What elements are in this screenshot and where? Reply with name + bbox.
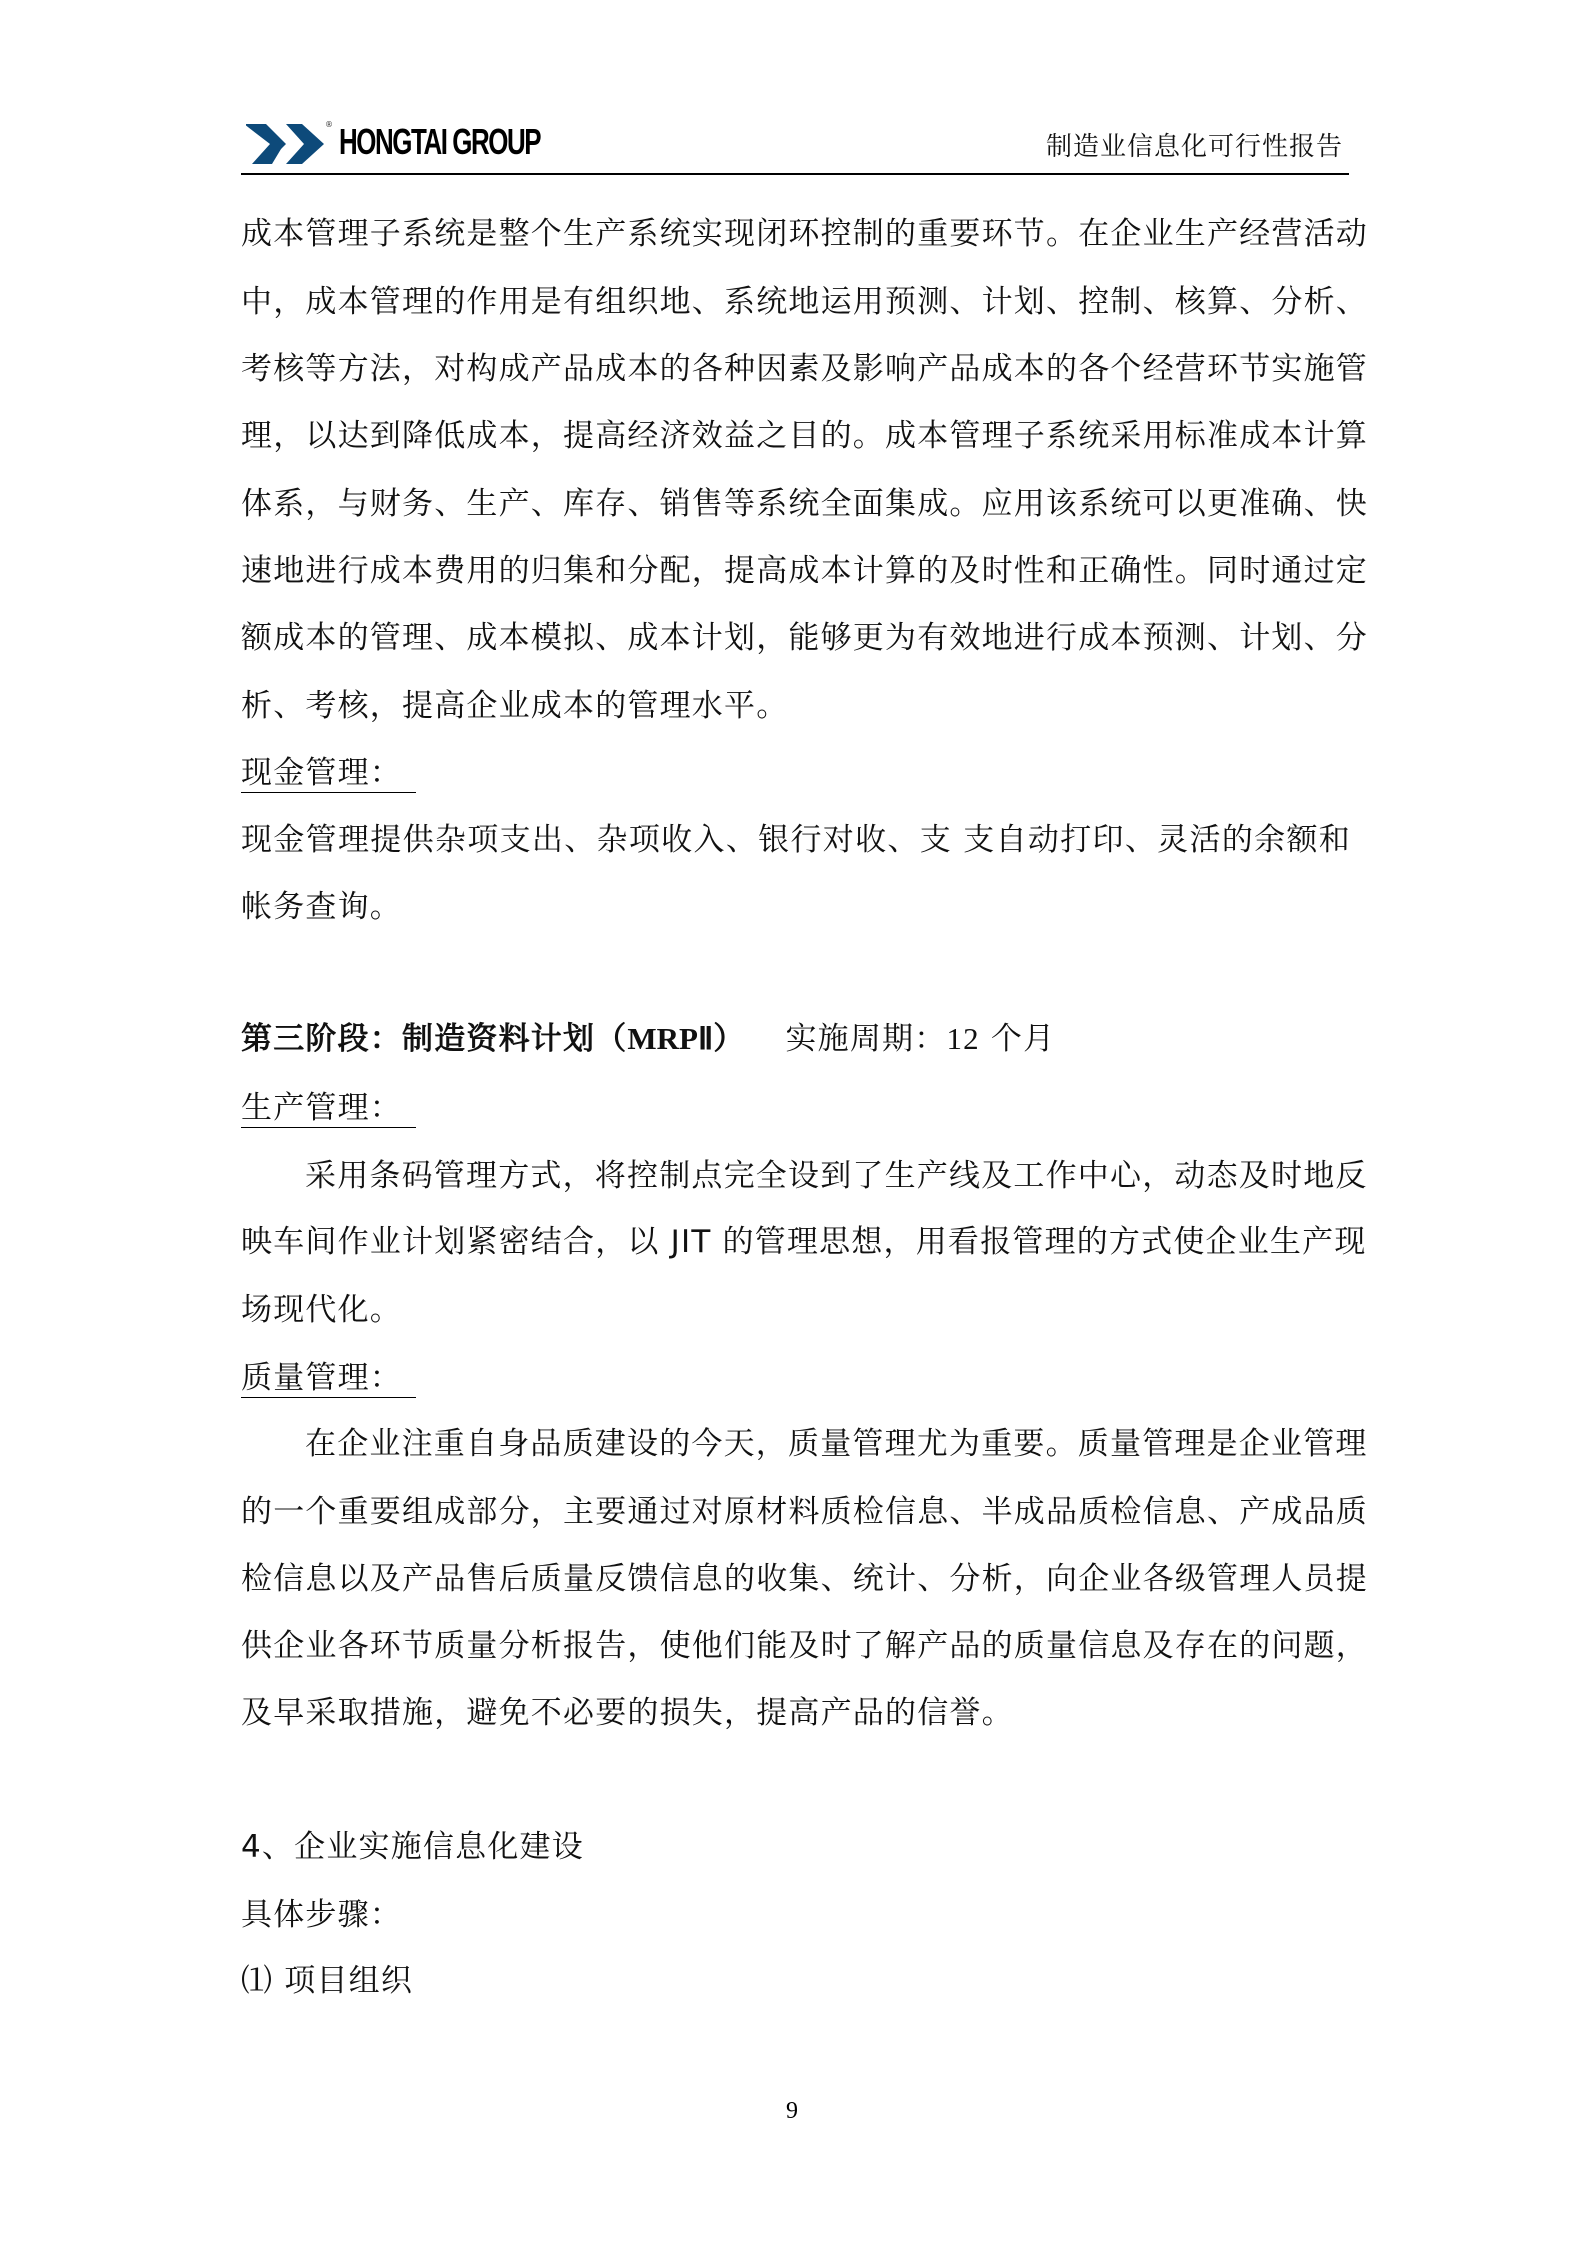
paragraph-line: 在企业注重自身品质建设的今天，质量管理尤为重要。质量管理是企业管理 bbox=[305, 1426, 1368, 1462]
page-number: 9 bbox=[786, 2098, 798, 2124]
quality-heading-text: 质量管理： bbox=[241, 1359, 416, 1398]
page-header bbox=[241, 118, 1349, 176]
paragraph-line: 析、考核，提高企业成本的管理水平。 bbox=[241, 688, 789, 724]
paragraph-line: 额成本的管理、成本模拟、成本计划，能够更为有效地进行成本预测、计划、分 bbox=[241, 620, 1368, 656]
paragraph-line: 帐务查询。 bbox=[241, 889, 402, 925]
paragraph-line: 场现代化。 bbox=[241, 1292, 402, 1328]
paragraph-line: 采用条码管理方式，将控制点完全设到了生产线及工作中心，动态及时地反 bbox=[305, 1158, 1368, 1194]
step-1-item: ⑴ 项目组织 bbox=[241, 1963, 414, 1999]
phase3-title: 第三阶段：制造资料计划（ bbox=[241, 1021, 628, 1057]
paragraph-line: 中，成本管理的作用是有组织地、系统地运用预测、计划、控制、核算、分析、 bbox=[241, 284, 1368, 320]
paragraph-line: 体系，与财务、生产、库存、销售等系统全面集成。应用该系统可以更准确、快 bbox=[241, 486, 1368, 522]
hongtai-logo-chevrons-icon bbox=[246, 124, 326, 164]
period-label: 实施周期： bbox=[785, 1021, 947, 1057]
paragraph-line: 映车间作业计划紧密结合，以 JIT 的管理思想，用看报管理的方式使企业生产现 bbox=[241, 1224, 1367, 1260]
period-value: 12 bbox=[946, 1021, 980, 1056]
paragraph-line: 及早采取措施，避免不必要的损失，提高产品的信誉。 bbox=[241, 1695, 1014, 1731]
quality-management-heading bbox=[241, 1358, 1351, 1398]
paragraph-line: 的一个重要组成部分，主要通过对原材料质检信息、半成品质检信息、产成品质 bbox=[241, 1494, 1368, 1530]
steps-label: 具体步骤： bbox=[241, 1897, 402, 1933]
phase3-heading bbox=[241, 1019, 1351, 1059]
production-heading-text: 生产管理： bbox=[241, 1089, 416, 1128]
production-management-heading bbox=[241, 1088, 1351, 1128]
registered-mark: ® bbox=[325, 120, 333, 129]
section-4-heading: 4、企业实施信息化建设 bbox=[241, 1829, 584, 1865]
period-unit: 个月 bbox=[979, 1021, 1056, 1057]
cash-management-heading bbox=[241, 753, 1351, 793]
company-logo-text: HONGTAI GROUP bbox=[339, 121, 541, 162]
paragraph-line: 理，以达到降低成本，提高经济效益之目的。成本管理子系统采用标准成本计算 bbox=[241, 418, 1368, 454]
paragraph-line: 速地进行成本费用的归集和分配，提高成本计算的及时性和正确性。同时通过定 bbox=[241, 553, 1368, 589]
paragraph-line: 成本管理子系统是整个生产系统实现闭环控制的重要环节。在企业生产经营活动 bbox=[241, 216, 1368, 252]
paragraph-line: 供企业各环节质量分析报告，使他们能及时了解产品的质量信息及存在的问题， bbox=[241, 1628, 1368, 1664]
phase3-title-close: ） bbox=[713, 1021, 746, 1057]
document-title: 制造业信息化可行性报告 bbox=[1045, 132, 1343, 162]
cash-heading-text: 现金管理： bbox=[241, 754, 416, 793]
paragraph-line: 现金管理提供杂项支出、杂项收入、银行对收、支 支自动打印、灵活的余额和 bbox=[241, 822, 1351, 858]
paragraph-line: 检信息以及产品售后质量反馈信息的收集、统计、分析，向企业各级管理人员提 bbox=[241, 1561, 1368, 1597]
phase3-mrp: MRPⅡ bbox=[627, 1021, 714, 1056]
paragraph-line: 考核等方法，对构成产品成本的各种因素及影响产品成本的各个经营环节实施管 bbox=[241, 351, 1368, 387]
header-divider bbox=[241, 173, 1349, 175]
